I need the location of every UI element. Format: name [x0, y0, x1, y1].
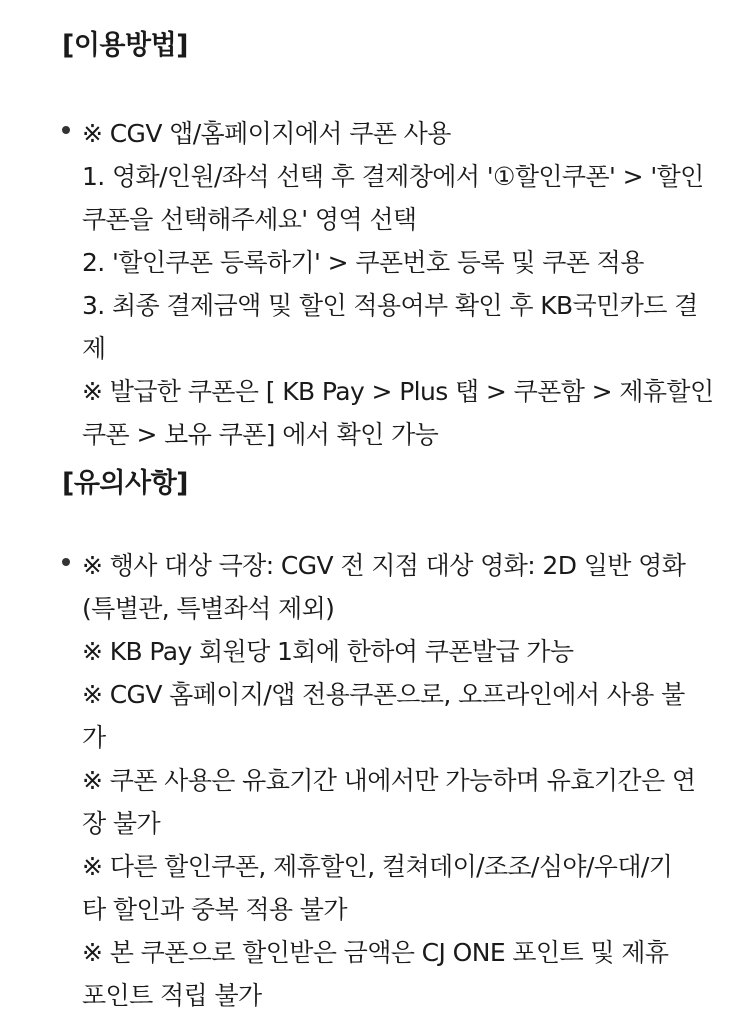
notice-line: ※ 다른 할인쿠폰, 제휴할인, 컬쳐데이/조조/심야/우대/기 — [82, 852, 673, 881]
notice-section — [62, 464, 702, 1017]
bullet-icon — [62, 126, 70, 134]
notice-line: ※ CGV 홈페이지/앱 전용쿠폰으로, 오프라인에서 사용 불 — [82, 680, 685, 709]
notice-line: ※ 쿠폰 사용은 유효기간 내에서만 가능하며 유효기간은 연 — [82, 766, 696, 795]
notice-line: 포인트 적립 불가 — [82, 981, 262, 1010]
usage-line: 쿠폰을 선택해주세요' 영역 선택 — [82, 205, 417, 234]
notice-line: 가 — [82, 723, 106, 752]
notice-line: ※ KB Pay 회원당 1회에 한하여 쿠폰발급 가능 — [82, 637, 574, 666]
usage-line: ※ CGV 앱/홈페이지에서 쿠폰 사용 — [82, 119, 451, 148]
usage-section-title: [이용방법] — [62, 30, 189, 61]
notice-line: ※ 본 쿠폰으로 할인받은 금액은 CJ ONE 포인트 및 제휴 — [82, 938, 669, 967]
notice-list — [62, 544, 702, 1017]
notice-line: (특별관, 특별좌석 제외) — [82, 594, 335, 623]
notice-section-title: [유의사항] — [62, 468, 189, 499]
usage-line: ※ 발급한 쿠폰은 [ KB Pay > Plus 탭 > 쿠폰함 > 제휴할인 — [82, 377, 714, 406]
usage-line: 1. 영화/인원/좌석 선택 후 결제창에서 '①할인쿠폰' > '할인 — [82, 162, 704, 191]
bullet-icon — [62, 558, 70, 566]
usage-section — [62, 26, 714, 456]
usage-list — [62, 112, 714, 456]
usage-line: 제 — [82, 334, 106, 363]
usage-line: 쿠폰 > 보유 쿠폰] 에서 확인 가능 — [82, 420, 439, 449]
usage-line: 3. 최종 결제금액 및 할인 적용여부 확인 후 KB국민카드 결 — [82, 291, 698, 320]
usage-list-item — [62, 112, 714, 456]
notice-list-item — [62, 544, 702, 1017]
notice-line: 장 불가 — [82, 809, 160, 838]
notice-line: 타 할인과 중복 적용 불가 — [82, 895, 347, 924]
notice-line: ※ 행사 대상 극장: CGV 전 지점 대상 영화: 2D 일반 영화 — [82, 551, 686, 580]
usage-line: 2. '할인쿠폰 등록하기' > 쿠폰번호 등록 및 쿠폰 적용 — [82, 248, 644, 277]
